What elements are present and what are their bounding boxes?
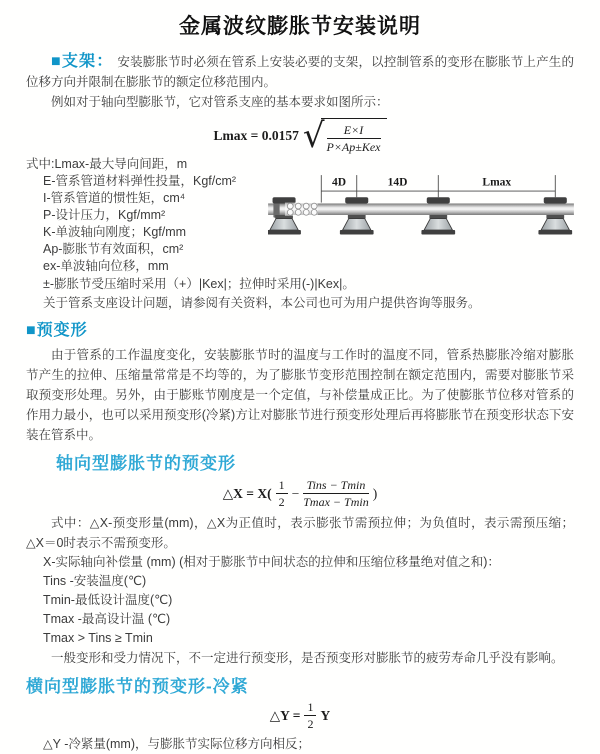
half-denominator: 2 <box>307 717 314 731</box>
variables-and-diagram <box>26 156 574 275</box>
dim-label-14d: 14D <box>387 176 408 189</box>
variable-definitions <box>26 156 268 275</box>
half-denominator: 2 <box>278 495 285 509</box>
lateral-formula-rhs: Y <box>320 707 331 723</box>
support-intro-paragraph <box>26 52 574 92</box>
lateral-predeform-formula <box>26 700 574 731</box>
half-numerator: 1 <box>276 478 288 494</box>
support-intro-text: 安装膨胀节时必须在管系上安装必要的支架，以控制管系的变形在膨胀节上产生的位移方向并限制在膨胀节的额定位移范围内。 <box>26 55 574 89</box>
lmax-formula <box>26 118 574 154</box>
support-section-label: ■支架： <box>51 53 114 70</box>
dim-label-lmax: Lmax <box>482 176 512 189</box>
lateral-formula-lhs: △Y = <box>269 707 301 723</box>
pipe-support-3 <box>421 197 455 234</box>
axial-formula-explanation: 式中：△X-预变形量(mm)，△X为正值时，表示膨张节需预拉伸；为负值时，表示需预压缩；△X＝0时表示不需预变形。 <box>26 516 574 550</box>
axial-predeform-formula <box>26 478 574 509</box>
axial-predeform-header: 轴向型膨胀节的预变形 <box>56 454 236 473</box>
lateral-predeform-header: 横向型膨胀节的预变形-冷紧 <box>26 677 249 696</box>
right-paren: ) <box>372 485 378 501</box>
lmax-formula-fraction <box>327 123 381 154</box>
temperature-fraction <box>303 478 368 509</box>
half-fraction <box>276 478 288 509</box>
predeform-section-header: ■预变形 <box>26 322 88 339</box>
dim-label-4d: 4D <box>331 176 347 189</box>
fraction-denominator: P×Ap±Kex <box>326 139 381 154</box>
sqrt-radical <box>303 118 387 154</box>
lmax-formula-lhs: Lmax = 0.0157 <box>213 128 299 143</box>
temperature-numerator: Tins − Tmin <box>303 478 368 494</box>
y-definition-line: △Y -冷紧量(mm)，与膨胀节实际位移方向相反； <box>43 737 311 751</box>
temp-definition-line: Tins -安装温度(℃) <box>43 574 147 588</box>
pipe-support-2 <box>340 197 374 234</box>
half-fraction <box>304 700 316 731</box>
temperature-denominator: Tmax − Tmin <box>303 495 369 509</box>
sqrt-sign-glyph: √ <box>302 116 325 156</box>
x-definition-line: X-实际轴向补偿量 (mm) (相对于膨胀节中间状态的拉伸和压缩位移量绝对值之和)： <box>43 555 500 569</box>
predeform-body-paragraph: 由于管系的工作温度变化，安装膨胀节时的温度与工作时的温度不同，管系热膨胀冷缩对膨胀节产生的拉伸、压缩量常常是不均等的，为了膨胀节变形范围控制在额定范围内，需要对膨胀节采取预变形处理。另外，由于膨账节刚度是一个定值，与补偿量成正比。为了使膨胀节位移对管系的作用力最小，也可以采用预变形(冷紧)方让对膨胀节进行预变形处理后再将膨胀节在预变形状态下安装在管系中。 <box>26 348 574 442</box>
minus-operator: − <box>291 485 300 501</box>
predeform-fatigue-note: 一般变形和受力情况下，不一定进行预变形，是否预变形对膨胀节的疲劳寿命几乎没有影响。 <box>51 651 564 665</box>
sign-convention-note: ±-膨胀节受压缩时采用（+）|Kex|；拉伸时采用(-)|Kex|。 <box>43 277 355 291</box>
temp-definition-line: Tmax -最高设计温 (℃) <box>43 612 171 626</box>
consulting-note: 关于管系支座设计问题，请参阅有关资料，本公司也可为用户提供咨询等服务。 <box>43 296 481 310</box>
pipe-support-4 <box>538 197 572 234</box>
variable-line: ex-单波轴向位移，mm <box>43 259 169 273</box>
fraction-numerator: E×I <box>327 123 381 139</box>
axial-formula-lhs: △X = X( <box>222 485 272 501</box>
page-title: 金属波纹膨胀节安装说明 <box>179 15 421 38</box>
half-numerator: 1 <box>304 700 316 716</box>
variable-line: 式中:Lmax-最大导向间距，m <box>26 157 188 171</box>
variable-line: E-管系管道材料弹性投量，Kgf/cm² <box>43 174 237 188</box>
variable-line: Ap-膨胀节有效面积，cm² <box>43 242 184 256</box>
variable-line: I-管系管道的惯性矩，cm⁴ <box>43 191 186 205</box>
variable-line: K-单波轴向刚度；Kgf/mm <box>43 225 187 239</box>
temp-relation-line: Tmax > Tins ≥ Tmin <box>43 631 153 645</box>
bellows-icon <box>285 203 318 216</box>
variable-line: P-设计压力，Kgf/mm² <box>43 208 166 222</box>
support-diagram-svg <box>268 168 574 246</box>
temp-definition-line: Tmin-最低设计温度(℃) <box>43 593 173 607</box>
pipe-support-diagram <box>268 156 574 251</box>
support-example-line: 例如对于轴向型膨胀节，它对管系支座的基本要求如图所示： <box>51 95 389 109</box>
